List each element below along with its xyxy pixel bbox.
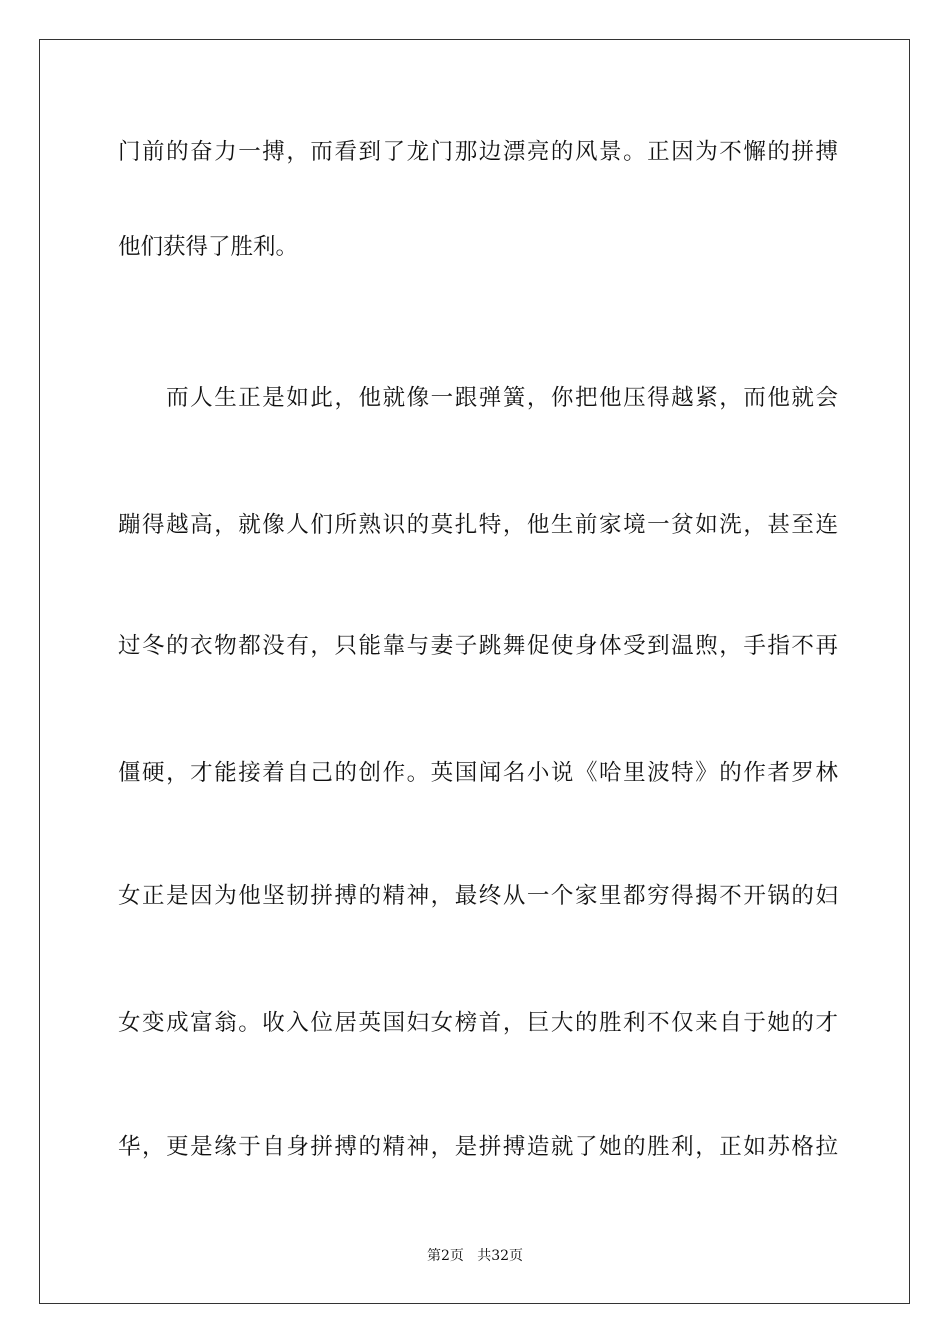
body-text-line-7: 女正是因为他坚韧拼搏的精神，最终从一个家里都穷得揭不开锅的妇 [118, 883, 838, 909]
body-text-line-8: 女变成富翁。收入位居英国妇女榜首，巨大的胜利不仅来自于她的才 [118, 1010, 838, 1036]
body-text-line-4: 蹦得越高，就像人们所熟识的莫扎特，他生前家境一贫如洗，甚至连 [118, 512, 838, 538]
body-text-line-1: 门前的奋力一搏，而看到了龙门那边漂亮的风景。正因为不懈的拼搏 [118, 139, 838, 165]
body-text-line-5: 过冬的衣物都没有，只能靠与妻子跳舞促使身体受到温煦，手指不再 [118, 633, 838, 659]
page-border [39, 39, 910, 1304]
body-text-line-2: 他们获得了胜利。 [118, 234, 299, 260]
page-number-footer: 第2页 共32页 [426, 1248, 524, 1264]
body-text-line-6: 僵硬，才能接着自己的创作。英国闻名小说《哈里波特》的作者罗林 [118, 760, 838, 786]
body-text-line-9: 华，更是缘于自身拼搏的精神，是拼搏造就了她的胜利，正如苏格拉 [118, 1134, 838, 1160]
body-text-line-3: 而人生正是如此，他就像一跟弹簧，你把他压得越紧，而他就会 [118, 385, 838, 411]
